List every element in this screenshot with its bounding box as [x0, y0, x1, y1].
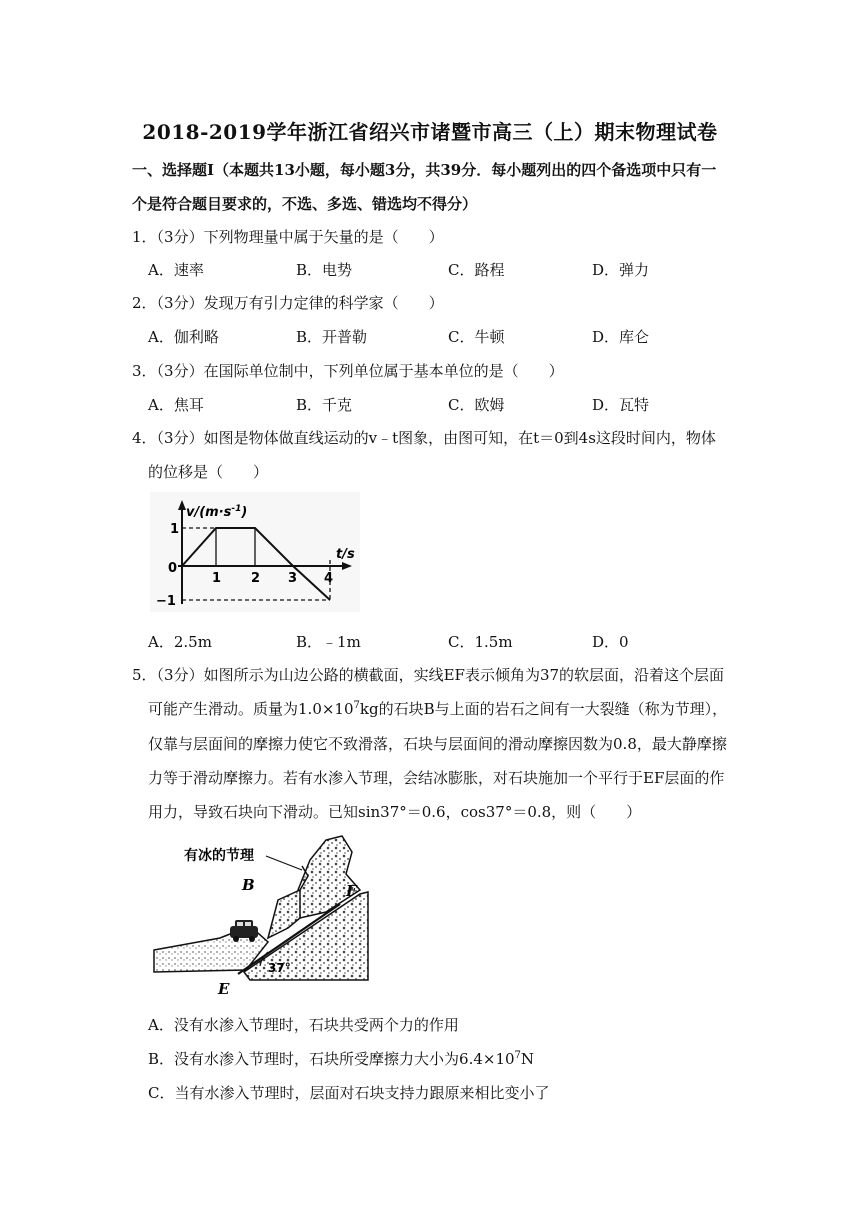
question-2-stem: 2．（3分）发现万有引力定律的科学家（ ）	[132, 294, 444, 312]
block-b	[268, 890, 300, 938]
section-heading-line1: 一、选择题I（本题共13小题，每小题3分，共39分．每小题列出的四个备选项中只有一	[132, 161, 717, 179]
q4-option-a[interactable]: A．2.5m	[148, 633, 212, 651]
q5-option-c[interactable]: C．当有水渗入节理时，层面对石块支持力跟原来相比变小了	[148, 1084, 550, 1102]
q3-option-d[interactable]: D．瓦特	[592, 396, 650, 414]
y-tick-0: 0	[168, 561, 178, 576]
x-tick-4: 4	[324, 571, 334, 586]
y-axis-label: $v/(m\cdot s^{-1})$	[186, 504, 248, 520]
label-e: E	[218, 980, 230, 998]
question-4-stem-line2: 的位移是（ ）	[148, 463, 269, 481]
q4-option-d[interactable]: D．0	[592, 633, 629, 651]
question-5-line1: 5．（3分）如图所示为山边公路的横截面，实线EF表示倾角为37的软层面，沿着这个层面	[132, 666, 725, 684]
caption-leader	[266, 856, 302, 870]
q2-option-c[interactable]: C．牛顿	[448, 328, 505, 346]
joint-caption: 有冰的节理	[184, 848, 254, 864]
q3-option-c[interactable]: C．欧姆	[448, 396, 505, 414]
q5-option-a[interactable]: A．没有水渗入节理时，石块共受两个力的作用	[148, 1016, 459, 1034]
question-5-line4: 力等于滑动摩擦力。若有水渗入节理，会结冰膨胀，对石块施加一个平行于EF层面的作	[148, 769, 725, 787]
question-3-stem: 3．（3分）在国际单位制中，下列单位属于基本单位的是（ ）	[132, 362, 564, 380]
q4-option-c[interactable]: C．1.5m	[448, 633, 513, 651]
y-tick-minus-1: −1	[156, 594, 176, 609]
question-1-stem: 1．（3分）下列物理量中属于矢量的是（ ）	[132, 228, 444, 246]
question-4-stem-line1: 4．（3分）如图是物体做直线运动的v﹣t图象，由图可知，在t＝0到4s这段时间内，物体	[132, 429, 716, 447]
question-5-line2: 可能产生滑动。质量为$1.0\times 10^7kg$的石块B与上面的岩石之间有一大裂缝（称为节理），	[148, 700, 728, 718]
question-5-line5: 用力，导致石块向下滑动。已知sin37°＝0.6，cos37°＝0.8，则（ ）	[148, 803, 642, 821]
x-tick-2: 2	[251, 571, 261, 586]
q3-option-a[interactable]: A．焦耳	[148, 396, 204, 414]
q2-option-d[interactable]: D．库仑	[592, 328, 650, 346]
q2-option-b[interactable]: B．开普勒	[296, 328, 368, 346]
q1-option-b[interactable]: B．电势	[296, 261, 353, 279]
q1-option-d[interactable]: D．弹力	[592, 261, 650, 279]
vt-graph-figure	[150, 492, 360, 612]
question-5-line3: 仅靠与层面间的摩擦力使它不致滑落，石块与层面间的滑动摩擦因数为0.8，最大静摩擦	[148, 735, 727, 753]
q1-option-c[interactable]: C．路程	[448, 261, 505, 279]
x-tick-1: 1	[212, 571, 222, 586]
label-f: F	[346, 882, 357, 900]
y-tick-1: 1	[170, 522, 180, 537]
angle-label: 37°	[268, 961, 291, 975]
x-axis-label: t/s	[336, 547, 355, 562]
x-tick-3: 3	[288, 571, 298, 586]
section-heading-line2: 个是符合题目要求的，不选、多选、错选均不得分）	[132, 195, 478, 213]
q2-option-a[interactable]: A．伽利略	[148, 328, 219, 346]
page-title: 2018-2019学年浙江省绍兴市诸暨市高三（上）期末物理试卷	[142, 120, 718, 144]
q5-option-b[interactable]: B．没有水渗入节理时，石块所受摩擦力大小为$6.4\times 10^7N$	[148, 1050, 535, 1068]
label-b: B	[242, 876, 255, 894]
q1-option-a[interactable]: A．速率	[148, 261, 204, 279]
slope-cross-section-figure	[150, 830, 372, 1002]
q3-option-b[interactable]: B．千克	[296, 396, 353, 414]
q4-option-b[interactable]: B．﹣1m	[296, 633, 361, 651]
